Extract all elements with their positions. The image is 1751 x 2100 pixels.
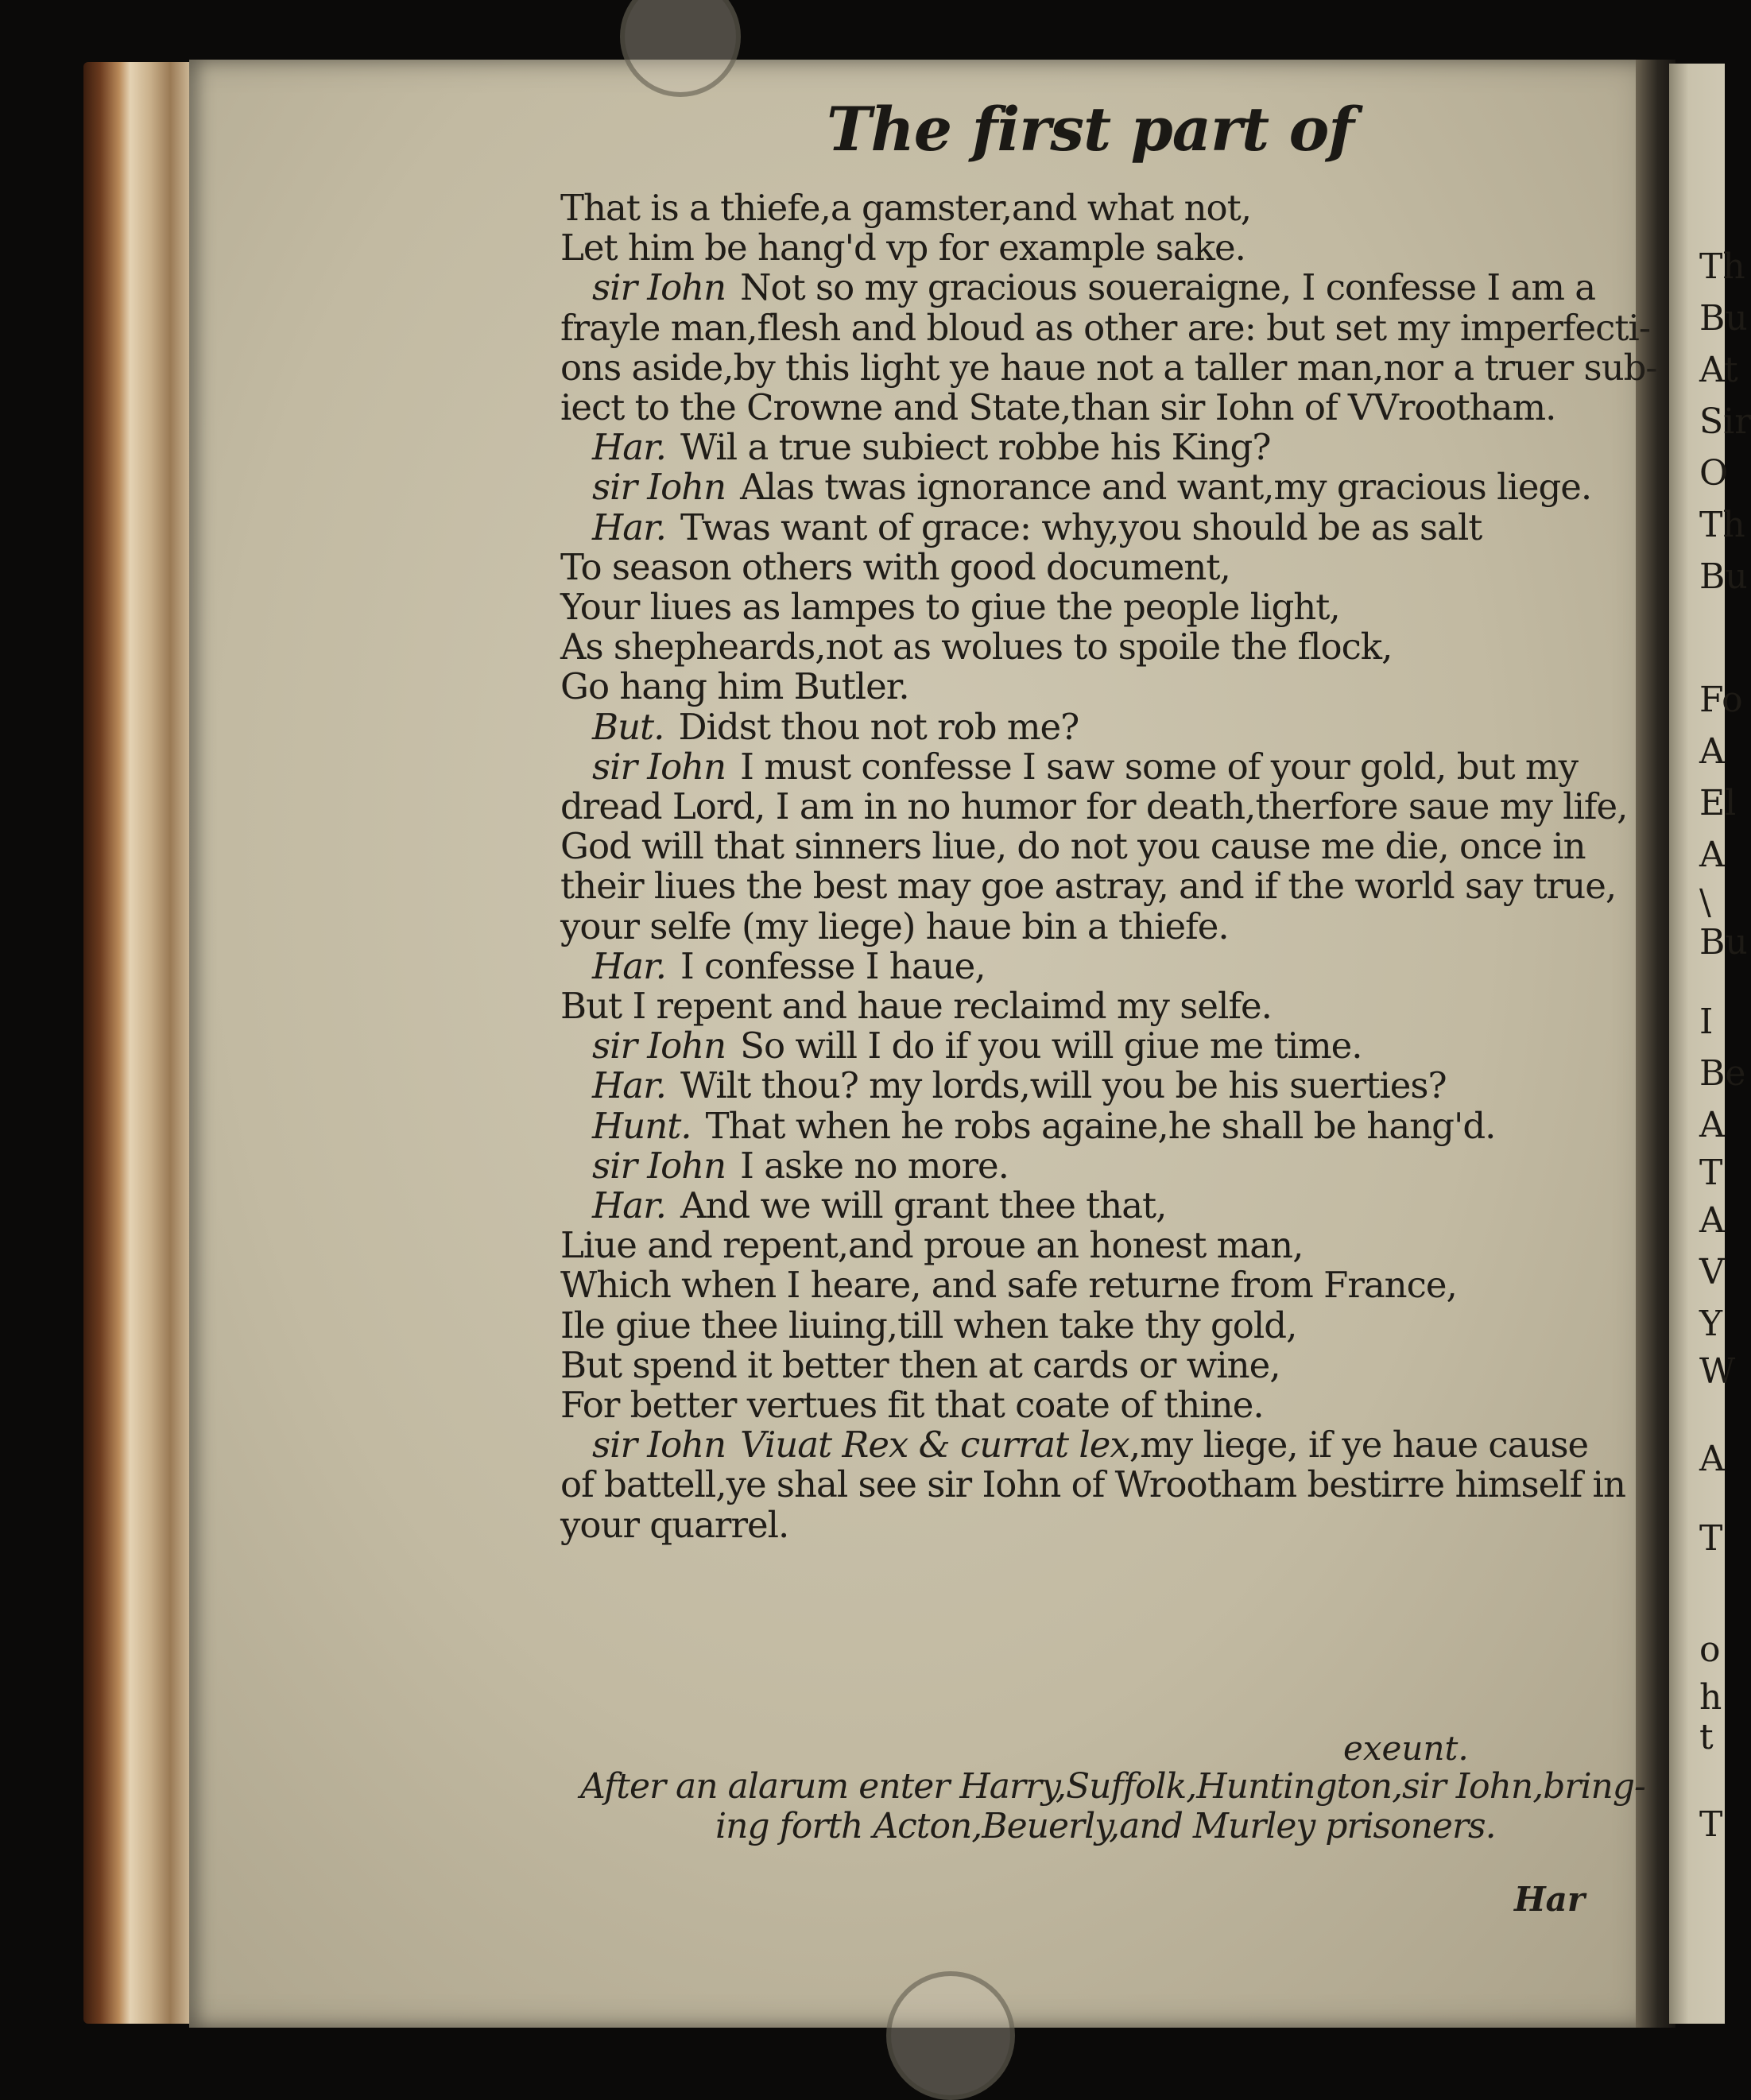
text-line [560,546,1230,588]
line-text: your quarrel. [560,1503,789,1546]
line-text: But I repent and haue reclaimd my selfe. [560,985,1272,1027]
text-line [592,1424,1588,1466]
text-line [560,307,1650,349]
facing-page-fragment: Y [1699,1304,1723,1344]
line-text: Your liues as lampes to giue the people light, [560,586,1340,628]
line-text: God will that sinners liue, do not you cause me die, once in [560,825,1586,868]
facing-page-fragment: \ [1699,882,1711,923]
line-text: their liues the best may goe astray, and if the world say true, [560,865,1617,908]
facing-page-fragment: Bu [1699,556,1748,597]
book-edge [83,62,195,2024]
line-text: To season others with good document, [560,545,1230,588]
line-text: Didst thou not rob me? [678,705,1079,748]
text-line [592,1184,1166,1226]
line-text: dread Lord, I am in no humor for death,therfore saue my life, [560,785,1628,827]
line-text: iect to the Crowne and State,than sir Iohn of VVrootham. [560,386,1556,428]
line-text: I confesse I haue, [680,944,986,987]
facing-page-fragment: A [1699,1105,1725,1145]
facing-page-fragment: Th [1699,505,1745,545]
facing-page-fragment: Fo [1699,680,1743,720]
text-line [560,1504,788,1546]
text-line [560,626,1392,668]
facing-page-fragment: t [1699,1717,1714,1757]
speaker-name: sir Iohn [592,745,726,788]
line-text: your selfe (my liege) haue bin a thiefe. [560,905,1229,947]
text-line [592,706,1079,748]
facing-page-fragment: h [1699,1677,1722,1718]
facing-page-fragment: El [1699,783,1737,823]
text-line [592,1064,1447,1106]
stage-exeunt: exeunt. [1343,1729,1469,1768]
facing-page-fragment: A [1699,1439,1725,1479]
text-line [560,985,1272,1027]
text-line [592,1105,1495,1147]
line-text: And we will grant thee that, [680,1184,1167,1226]
speaker-name: sir Iohn [592,1025,726,1067]
facing-page-fragment: A [1699,731,1725,772]
line-text: Not so my gracious soueraigne, I confesse I am a [740,266,1596,309]
text-line [592,1145,1009,1187]
text-line [560,665,909,707]
facing-page-fragment: Sir [1699,401,1751,442]
text-line [592,945,986,987]
text-line [560,386,1555,428]
line-text: As shepheards,not as wolues to spoile the flock, [560,626,1393,668]
text-line [592,426,1271,468]
line-text: That is a thiefe,a gamster,and what not, [560,187,1252,229]
text-line [560,1224,1303,1266]
catchword: Har [1514,1880,1586,1919]
stage-direction-line-2: ing forth Acton,Beuerly,and Murley prisoners. [715,1806,1496,1846]
speaker-name: Har. [592,944,666,987]
line-text: ons aside,by this light ye haue not a taller man,nor a truer sub- [560,346,1657,389]
facing-page-fragment: o [1699,1629,1721,1670]
speaker-name: Har. [592,506,666,548]
facing-page-fragment: A [1699,1200,1725,1241]
text-line [560,227,1245,269]
facing-page-fragment: Bu [1699,298,1748,339]
facing-page-fragment: O [1699,453,1729,494]
speaker-name: sir Iohn [592,1144,726,1187]
speaker-name: sir Iohn [592,266,726,309]
latin-phrase: Viuat Rex & currat lex [740,1424,1129,1467]
text-line [560,586,1340,628]
line-text: of battell,ye shal see sir Iohn of Wrootham bestirre himself in [560,1463,1625,1506]
page-clip-bottom [886,1971,1015,2100]
text-line [592,506,1482,548]
text-line [560,1344,1280,1386]
facing-page-fragment: Be [1699,1053,1746,1094]
line-text: Go hang him Butler. [560,665,909,708]
text-line [560,347,1657,389]
facing-page-fragment: I [1699,1002,1714,1042]
line-text: Wil a true subiect robbe his King? [680,426,1271,469]
facing-page-fragment: Th [1699,246,1745,287]
text-line [592,466,1591,508]
line-text: Twas want of grace: why,you should be as salt [680,506,1482,548]
line-text: frayle man,flesh and bloud as other are: but set my imperfecti- [560,306,1651,349]
facing-page-fragment: At [1699,350,1738,390]
text-line [560,1264,1457,1306]
line-text: I aske no more. [740,1144,1009,1187]
line-text: Let him be hang'd vp for example sake. [560,227,1245,269]
line-text: Liue and repent,and proue an honest man, [560,1224,1304,1267]
line-text: I must confesse I saw some of your gold, but my [740,745,1578,788]
text-line [560,1463,1625,1505]
speaker-name: sir Iohn [592,466,726,509]
speaker-name: Hunt. [592,1104,691,1147]
speaker-name: But. [592,705,664,748]
facing-page-fragment: T [1699,1804,1723,1845]
text-line [560,905,1229,947]
facing-page-fragment: V [1699,1252,1725,1292]
facing-page-fragment: A [1699,835,1725,875]
facing-page-fragment: T [1699,1518,1723,1559]
text-line [560,825,1586,867]
facing-page-fragment: Bu [1699,922,1748,963]
speaker-name: Har. [592,1064,666,1107]
line-text: ,my liege, if ye haue cause [1129,1424,1589,1467]
text-line [560,187,1251,229]
text-line [592,746,1578,788]
speaker-name: Har. [592,426,666,469]
line-text: But spend it better then at cards or wine, [560,1343,1280,1386]
facing-page-fragment: T [1699,1153,1723,1193]
line-text: Wilt thou? my lords,will you be his suerties? [680,1064,1447,1107]
stage-direction-line-1: After an alarum enter Harry,Suffolk,Huntington,sir Iohn,bring- [580,1766,1645,1807]
line-text: That when he robs againe,he shall be hang'd. [705,1104,1496,1147]
line-text: Ile giue thee liuing,till when take thy gold, [560,1304,1297,1346]
line-text: So will I do if you will giue me time. [740,1025,1362,1067]
line-text: For better vertues fit that coate of thine. [560,1384,1264,1426]
line-text: Which when I heare, and safe returne from France, [560,1264,1457,1307]
text-line [592,1025,1362,1067]
speaker-name: Har. [592,1184,666,1226]
text-line [560,1384,1264,1426]
text-line [560,865,1616,907]
text-line [560,1304,1296,1346]
text-line [560,785,1627,827]
text-line [592,266,1595,308]
speaker-name: sir Iohn [592,1424,726,1467]
line-text: Alas twas ignorance and want,my gracious liege. [740,466,1592,509]
running-title: The first part of [827,94,1354,165]
facing-page-fragment: W [1699,1351,1736,1392]
